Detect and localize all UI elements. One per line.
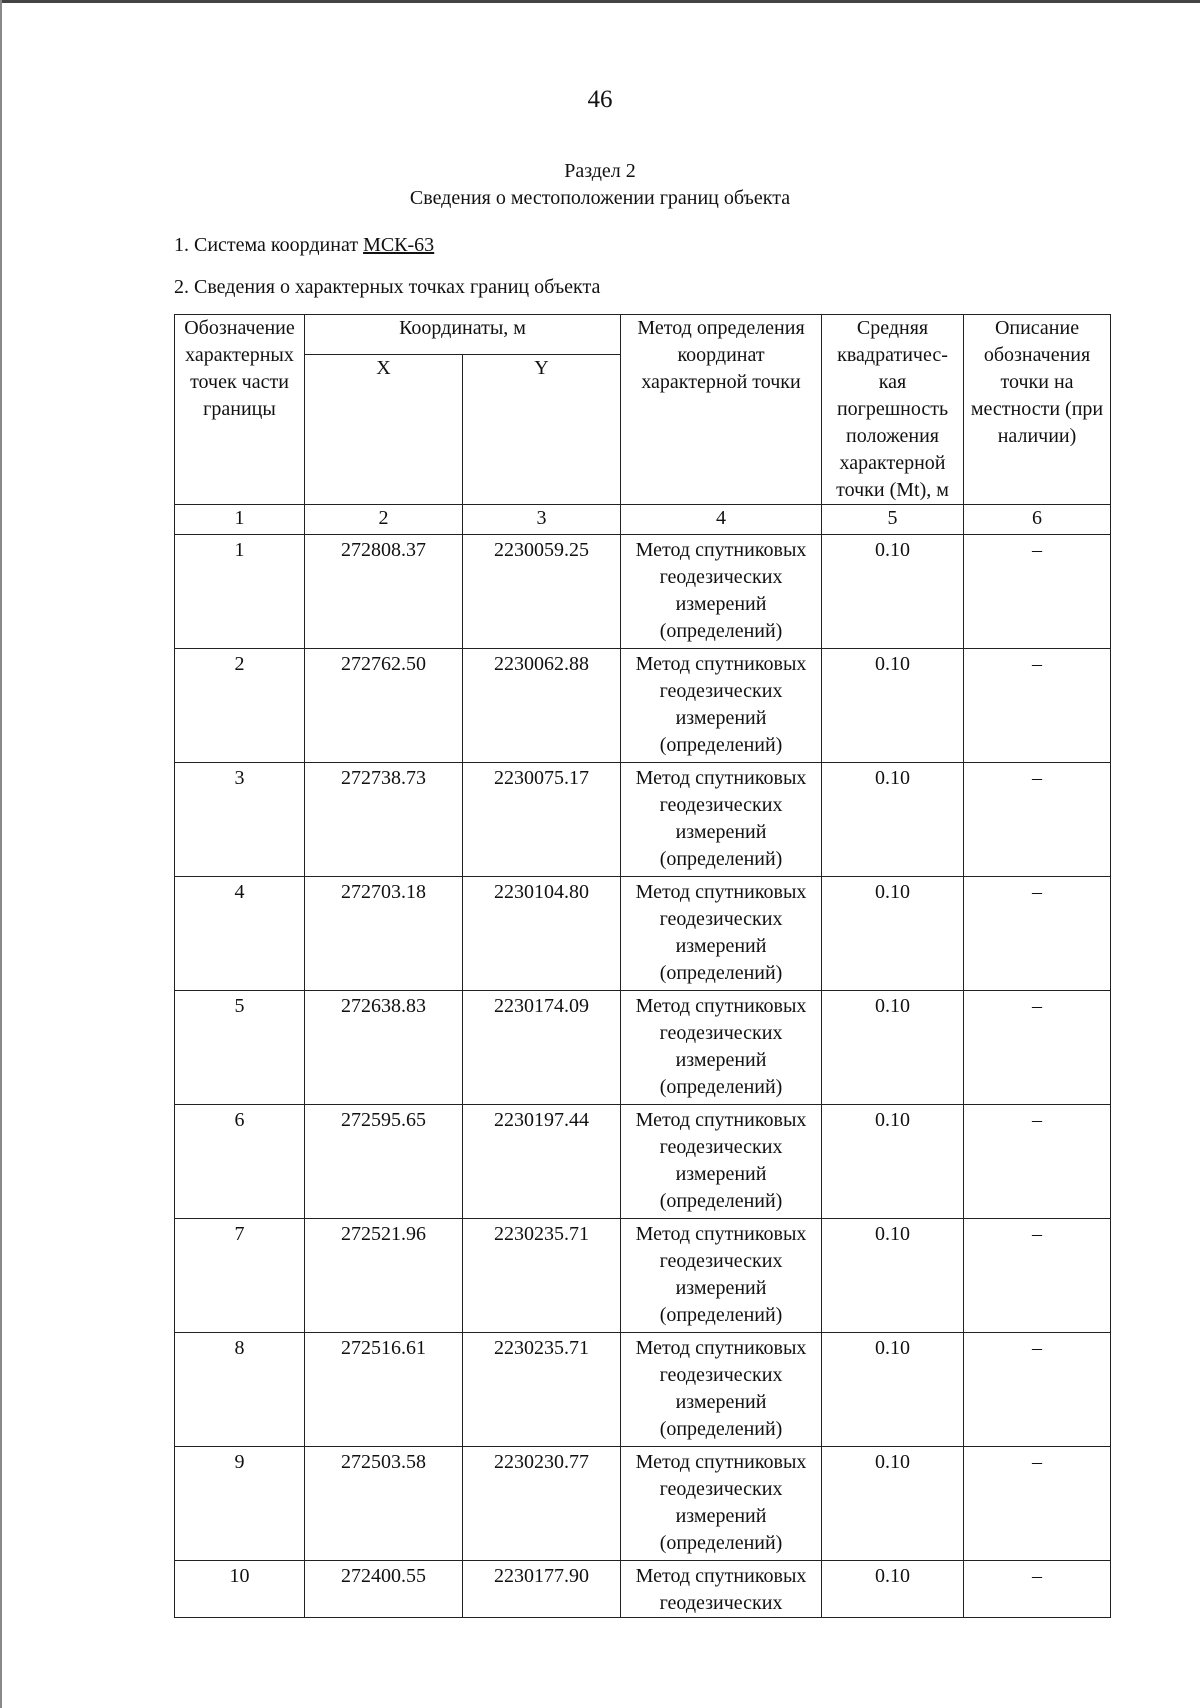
description-cell: –: [964, 1447, 1111, 1561]
column-number: 1: [175, 505, 305, 535]
point-number-cell: 5: [175, 991, 305, 1105]
x-coordinate-cell: 272762.50: [305, 649, 463, 763]
point-number-cell: 4: [175, 877, 305, 991]
scan-top-edge: [0, 0, 1200, 3]
table-row: [175, 1333, 1111, 1447]
header-x: X: [305, 355, 463, 505]
column-number: 6: [964, 505, 1111, 535]
point-number-cell: 8: [175, 1333, 305, 1447]
table-row: [175, 1447, 1111, 1561]
point-number-cell: 7: [175, 1219, 305, 1333]
accuracy-cell: 0.10: [822, 1105, 964, 1219]
coordinate-system-line: [174, 234, 434, 257]
y-coordinate-cell: 2230059.25: [463, 535, 621, 649]
header-coordinates: Координаты, м: [305, 315, 621, 355]
header-method: Метод определения координат характерной точки: [621, 315, 822, 505]
table-row: [175, 763, 1111, 877]
description-cell: –: [964, 1219, 1111, 1333]
coordinate-system-value: МСК-63: [363, 234, 435, 256]
x-coordinate-cell: 272595.65: [305, 1105, 463, 1219]
table-row: [175, 535, 1111, 649]
point-number-cell: 10: [175, 1561, 305, 1618]
y-coordinate-cell: 2230235.71: [463, 1219, 621, 1333]
method-cell: Метод спутниковых геодезических измерений (определений): [621, 1105, 822, 1219]
x-coordinate-cell: 272738.73: [305, 763, 463, 877]
point-number-cell: 6: [175, 1105, 305, 1219]
table-row: [175, 877, 1111, 991]
description-cell: –: [964, 535, 1111, 649]
description-cell: –: [964, 1561, 1111, 1618]
x-coordinate-cell: 272503.58: [305, 1447, 463, 1561]
table-row: [175, 1561, 1111, 1618]
header-y: Y: [463, 355, 621, 505]
accuracy-cell: 0.10: [822, 1447, 964, 1561]
accuracy-cell: 0.10: [822, 763, 964, 877]
header-description: Описание обозначения точки на местности (при наличии): [964, 315, 1111, 505]
method-cell: Метод спутниковых геодезических измерений (определений): [621, 1333, 822, 1447]
boundary-points-table: [174, 314, 1111, 1618]
description-cell: –: [964, 877, 1111, 991]
column-number-row: [175, 505, 1111, 535]
accuracy-cell: 0.10: [822, 649, 964, 763]
column-number: 4: [621, 505, 822, 535]
method-cell: Метод спутниковых геодезических измерений (определений): [621, 649, 822, 763]
accuracy-cell: 0.10: [822, 877, 964, 991]
point-number-cell: 2: [175, 649, 305, 763]
points-heading: 2. Сведения о характерных точках границ объекта: [174, 276, 601, 298]
y-coordinate-cell: 2230062.88: [463, 649, 621, 763]
method-cell: Метод спутниковых геодезических измерений (определений): [621, 763, 822, 877]
accuracy-cell: 0.10: [822, 991, 964, 1105]
section-title: Сведения о местоположении границ объекта: [409, 187, 791, 209]
table-row: [175, 1219, 1111, 1333]
y-coordinate-cell: 2230174.09: [463, 991, 621, 1105]
description-cell: –: [964, 649, 1111, 763]
y-coordinate-cell: 2230104.80: [463, 877, 621, 991]
method-cell: Метод спутниковых геодезических измерений (определений): [621, 1447, 822, 1561]
x-coordinate-cell: 272703.18: [305, 877, 463, 991]
accuracy-cell: 0.10: [822, 1561, 964, 1618]
description-cell: –: [964, 1333, 1111, 1447]
x-coordinate-cell: 272516.61: [305, 1333, 463, 1447]
y-coordinate-cell: 2230235.71: [463, 1333, 621, 1447]
accuracy-cell: 0.10: [822, 1333, 964, 1447]
scan-left-edge: [0, 0, 2, 1708]
method-cell: Метод спутниковых геодезических: [621, 1561, 822, 1618]
description-cell: –: [964, 1105, 1111, 1219]
accuracy-cell: 0.10: [822, 535, 964, 649]
method-cell: Метод спутниковых геодезических измерений (определений): [621, 535, 822, 649]
column-number: 3: [463, 505, 621, 535]
header-designation: Обозначение характерных точек части границы: [175, 315, 305, 505]
table-row: [175, 991, 1111, 1105]
header-row-1: [175, 315, 1111, 355]
point-number-cell: 9: [175, 1447, 305, 1561]
column-number: 5: [822, 505, 964, 535]
point-number-cell: 3: [175, 763, 305, 877]
y-coordinate-cell: 2230075.17: [463, 763, 621, 877]
section-label: Раздел 2: [564, 160, 636, 182]
description-cell: –: [964, 763, 1111, 877]
method-cell: Метод спутниковых геодезических измерений (определений): [621, 1219, 822, 1333]
description-cell: –: [964, 991, 1111, 1105]
accuracy-cell: 0.10: [822, 1219, 964, 1333]
method-cell: Метод спутниковых геодезических измерений (определений): [621, 877, 822, 991]
x-coordinate-cell: 272808.37: [305, 535, 463, 649]
method-cell: Метод спутниковых геодезических измерений (определений): [621, 991, 822, 1105]
x-coordinate-cell: 272521.96: [305, 1219, 463, 1333]
x-coordinate-cell: 272400.55: [305, 1561, 463, 1618]
y-coordinate-cell: 2230197.44: [463, 1105, 621, 1219]
y-coordinate-cell: 2230230.77: [463, 1447, 621, 1561]
coordinate-system-label: 1. Система координат: [174, 234, 359, 256]
x-coordinate-cell: 272638.83: [305, 991, 463, 1105]
page-number: 46: [587, 86, 613, 113]
header-accuracy: Средняя квадратичес-кая погрешность положения характерной точки (Mt), м: [822, 315, 964, 505]
column-number: 2: [305, 505, 463, 535]
y-coordinate-cell: 2230177.90: [463, 1561, 621, 1618]
point-number-cell: 1: [175, 535, 305, 649]
table-row: [175, 649, 1111, 763]
table-row: [175, 1105, 1111, 1219]
